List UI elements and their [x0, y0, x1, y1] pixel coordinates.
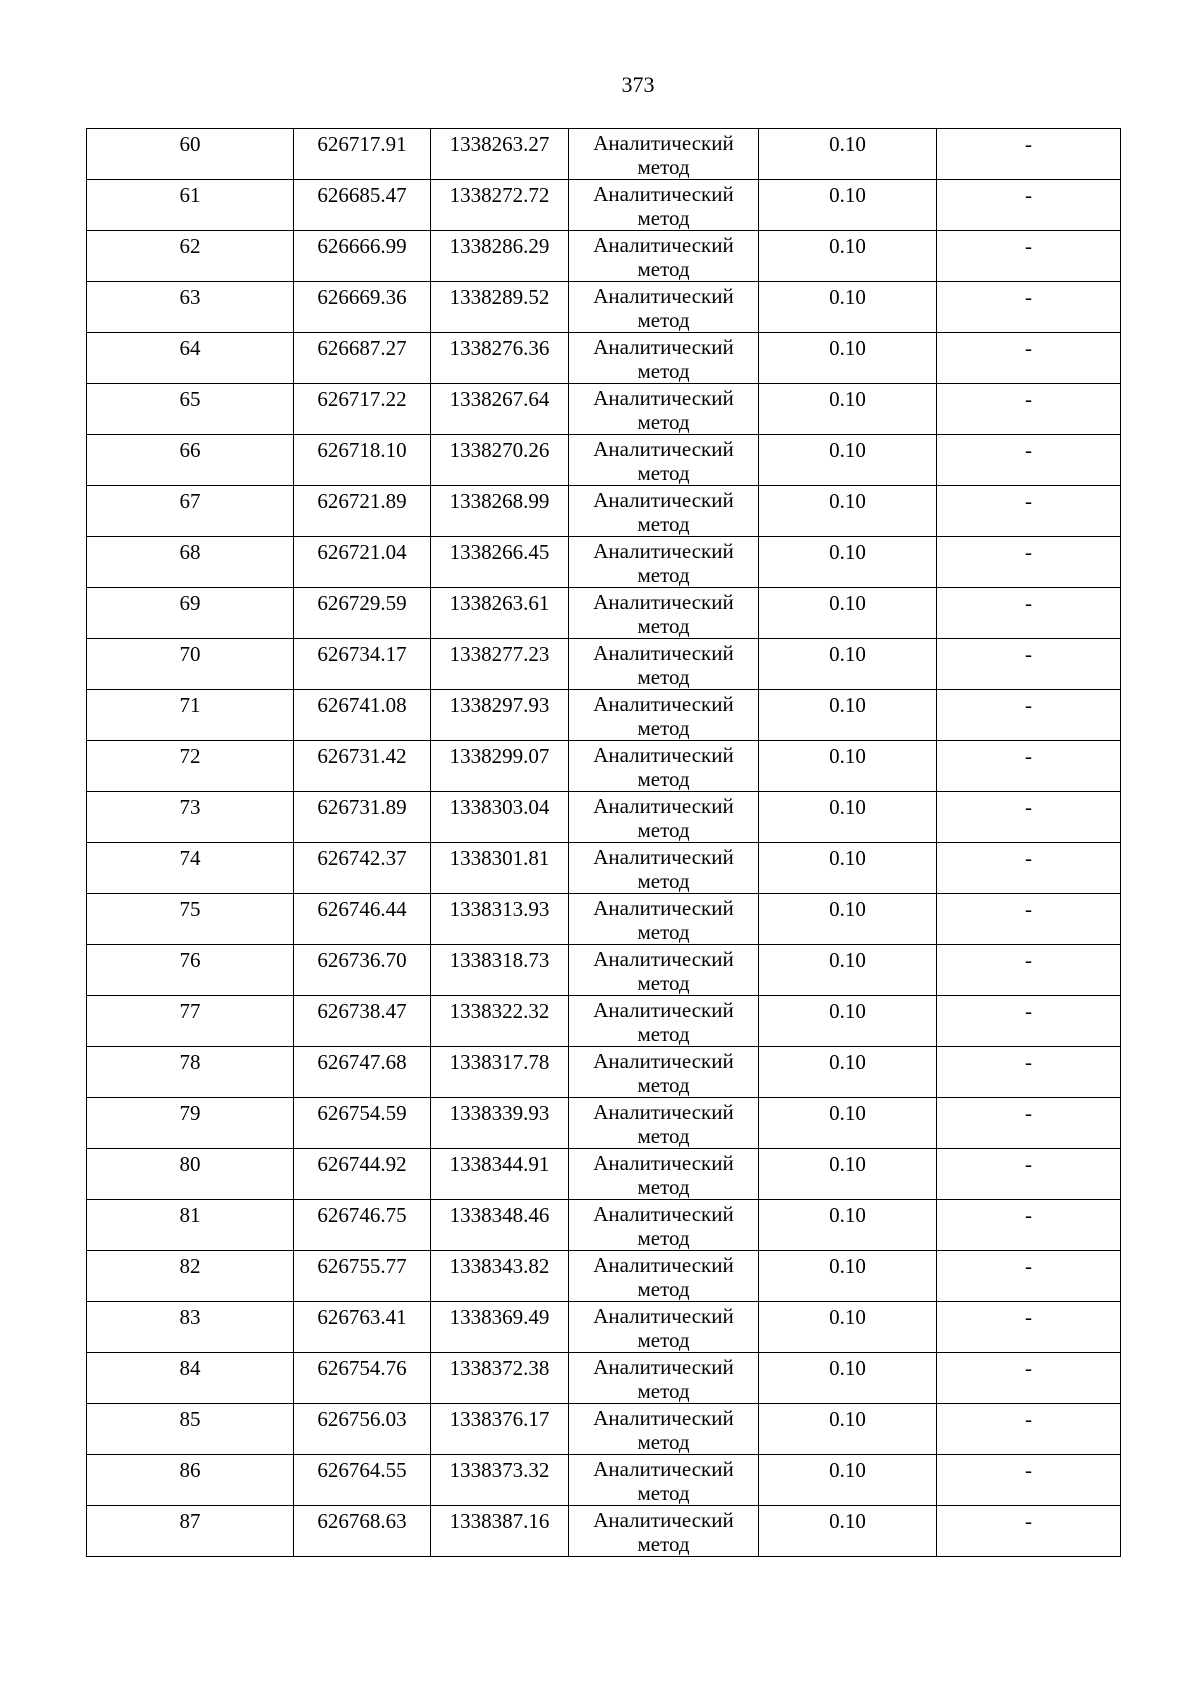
- table-row: [87, 486, 1121, 537]
- point-number-cell: 64: [87, 333, 294, 384]
- accuracy-cell: 0.10: [759, 945, 937, 996]
- x-coordinate-cell: 626734.17: [294, 639, 431, 690]
- x-coordinate-cell: 626731.89: [294, 792, 431, 843]
- y-coordinate-cell: 1338313.93: [431, 894, 569, 945]
- table-row: [87, 588, 1121, 639]
- x-coordinate-cell: 626721.04: [294, 537, 431, 588]
- method-cell: [569, 1047, 759, 1098]
- y-coordinate-cell: 1338272.72: [431, 180, 569, 231]
- x-coordinate-cell: 626687.27: [294, 333, 431, 384]
- x-coordinate-cell: 626729.59: [294, 588, 431, 639]
- x-coordinate-cell: 626731.42: [294, 741, 431, 792]
- y-coordinate-cell: 1338276.36: [431, 333, 569, 384]
- y-coordinate-cell: 1338369.49: [431, 1302, 569, 1353]
- x-coordinate-cell: 626755.77: [294, 1251, 431, 1302]
- method-cell: [569, 129, 759, 180]
- point-number-cell: 65: [87, 384, 294, 435]
- method-line2: метод: [637, 308, 690, 332]
- method-line1: Аналитический: [593, 1100, 734, 1124]
- point-number-cell: 85: [87, 1404, 294, 1455]
- accuracy-cell: 0.10: [759, 1149, 937, 1200]
- method-line1: Аналитический: [593, 335, 734, 359]
- note-cell: -: [937, 1353, 1121, 1404]
- page-number: 373: [621, 72, 655, 97]
- method-line2: метод: [637, 155, 690, 179]
- method-line1: Аналитический: [593, 233, 734, 257]
- x-coordinate-cell: 626669.36: [294, 282, 431, 333]
- method-line1: Аналитический: [593, 590, 734, 614]
- method-line1: Аналитический: [593, 641, 734, 665]
- method-cell: [569, 588, 759, 639]
- method-cell: [569, 384, 759, 435]
- accuracy-cell: 0.10: [759, 843, 937, 894]
- table-row: [87, 1149, 1121, 1200]
- point-number-cell: 79: [87, 1098, 294, 1149]
- method-line2: метод: [637, 971, 690, 995]
- method-cell: [569, 690, 759, 741]
- method-line1: Аналитический: [593, 386, 734, 410]
- x-coordinate-cell: 626763.41: [294, 1302, 431, 1353]
- y-coordinate-cell: 1338297.93: [431, 690, 569, 741]
- x-coordinate-cell: 626764.55: [294, 1455, 431, 1506]
- y-coordinate-cell: 1338373.32: [431, 1455, 569, 1506]
- method-line2: метод: [637, 563, 690, 587]
- note-cell: -: [937, 639, 1121, 690]
- method-cell: [569, 282, 759, 333]
- table-row: [87, 333, 1121, 384]
- table-row: [87, 1353, 1121, 1404]
- point-number-cell: 72: [87, 741, 294, 792]
- table-row: [87, 282, 1121, 333]
- table-row: [87, 741, 1121, 792]
- table-row: [87, 1200, 1121, 1251]
- x-coordinate-cell: 626666.99: [294, 231, 431, 282]
- method-cell: [569, 1353, 759, 1404]
- accuracy-cell: 0.10: [759, 282, 937, 333]
- note-cell: -: [937, 1506, 1121, 1557]
- method-line2: метод: [637, 665, 690, 689]
- method-line2: метод: [637, 1124, 690, 1148]
- method-line2: метод: [637, 1073, 690, 1097]
- method-line1: Аналитический: [593, 845, 734, 869]
- method-cell: [569, 537, 759, 588]
- method-line2: метод: [637, 1379, 690, 1403]
- x-coordinate-cell: 626741.08: [294, 690, 431, 741]
- accuracy-cell: 0.10: [759, 1506, 937, 1557]
- x-coordinate-cell: 626685.47: [294, 180, 431, 231]
- method-line1: Аналитический: [593, 794, 734, 818]
- table-row: [87, 690, 1121, 741]
- accuracy-cell: 0.10: [759, 1251, 937, 1302]
- method-line2: метод: [637, 410, 690, 434]
- note-cell: -: [937, 1455, 1121, 1506]
- method-cell: [569, 1506, 759, 1557]
- point-number-cell: 73: [87, 792, 294, 843]
- point-number-cell: 61: [87, 180, 294, 231]
- method-cell: [569, 792, 759, 843]
- x-coordinate-cell: 626754.59: [294, 1098, 431, 1149]
- x-coordinate-cell: 626717.91: [294, 129, 431, 180]
- accuracy-cell: 0.10: [759, 1200, 937, 1251]
- y-coordinate-cell: 1338277.23: [431, 639, 569, 690]
- method-cell: [569, 1149, 759, 1200]
- y-coordinate-cell: 1338266.45: [431, 537, 569, 588]
- method-cell: [569, 945, 759, 996]
- accuracy-cell: 0.10: [759, 996, 937, 1047]
- accuracy-cell: 0.10: [759, 1404, 937, 1455]
- y-coordinate-cell: 1338317.78: [431, 1047, 569, 1098]
- x-coordinate-cell: 626768.63: [294, 1506, 431, 1557]
- note-cell: -: [937, 843, 1121, 894]
- y-coordinate-cell: 1338348.46: [431, 1200, 569, 1251]
- note-cell: -: [937, 180, 1121, 231]
- method-cell: [569, 1455, 759, 1506]
- y-coordinate-cell: 1338372.38: [431, 1353, 569, 1404]
- accuracy-cell: 0.10: [759, 588, 937, 639]
- y-coordinate-cell: 1338322.32: [431, 996, 569, 1047]
- method-line2: метод: [637, 818, 690, 842]
- method-line1: Аналитический: [593, 182, 734, 206]
- method-line2: метод: [637, 1430, 690, 1454]
- accuracy-cell: 0.10: [759, 333, 937, 384]
- point-number-cell: 80: [87, 1149, 294, 1200]
- note-cell: -: [937, 129, 1121, 180]
- point-number-cell: 69: [87, 588, 294, 639]
- method-cell: [569, 1200, 759, 1251]
- point-number-cell: 62: [87, 231, 294, 282]
- method-cell: [569, 843, 759, 894]
- method-cell: [569, 1404, 759, 1455]
- y-coordinate-cell: 1338270.26: [431, 435, 569, 486]
- table-row: [87, 1047, 1121, 1098]
- table-row: [87, 129, 1121, 180]
- accuracy-cell: 0.10: [759, 792, 937, 843]
- method-line1: Аналитический: [593, 1253, 734, 1277]
- point-number-cell: 87: [87, 1506, 294, 1557]
- accuracy-cell: 0.10: [759, 1455, 937, 1506]
- point-number-cell: 76: [87, 945, 294, 996]
- method-line1: Аналитический: [593, 437, 734, 461]
- table-row: [87, 792, 1121, 843]
- y-coordinate-cell: 1338303.04: [431, 792, 569, 843]
- point-number-cell: 75: [87, 894, 294, 945]
- method-line1: Аналитический: [593, 131, 734, 155]
- method-line1: Аналитический: [593, 1049, 734, 1073]
- method-cell: [569, 333, 759, 384]
- y-coordinate-cell: 1338263.61: [431, 588, 569, 639]
- point-number-cell: 82: [87, 1251, 294, 1302]
- note-cell: -: [937, 486, 1121, 537]
- method-line2: метод: [637, 1481, 690, 1505]
- note-cell: -: [937, 1302, 1121, 1353]
- table-row: [87, 435, 1121, 486]
- table-row: [87, 231, 1121, 282]
- accuracy-cell: 0.10: [759, 435, 937, 486]
- y-coordinate-cell: 1338299.07: [431, 741, 569, 792]
- method-cell: [569, 1098, 759, 1149]
- x-coordinate-cell: 626718.10: [294, 435, 431, 486]
- method-line1: Аналитический: [593, 692, 734, 716]
- point-number-cell: 74: [87, 843, 294, 894]
- method-line2: метод: [637, 359, 690, 383]
- method-line1: Аналитический: [593, 1355, 734, 1379]
- x-coordinate-cell: 626746.44: [294, 894, 431, 945]
- accuracy-cell: 0.10: [759, 1353, 937, 1404]
- method-line1: Аналитический: [593, 896, 734, 920]
- method-line1: Аналитический: [593, 284, 734, 308]
- y-coordinate-cell: 1338387.16: [431, 1506, 569, 1557]
- x-coordinate-cell: 626721.89: [294, 486, 431, 537]
- table-row: [87, 1302, 1121, 1353]
- method-cell: [569, 996, 759, 1047]
- method-cell: [569, 1302, 759, 1353]
- method-line1: Аналитический: [593, 488, 734, 512]
- method-line2: метод: [637, 1226, 690, 1250]
- x-coordinate-cell: 626747.68: [294, 1047, 431, 1098]
- y-coordinate-cell: 1338263.27: [431, 129, 569, 180]
- note-cell: -: [937, 690, 1121, 741]
- x-coordinate-cell: 626744.92: [294, 1149, 431, 1200]
- y-coordinate-cell: 1338339.93: [431, 1098, 569, 1149]
- y-coordinate-cell: 1338267.64: [431, 384, 569, 435]
- note-cell: -: [937, 894, 1121, 945]
- table-row: [87, 639, 1121, 690]
- accuracy-cell: 0.10: [759, 1047, 937, 1098]
- point-number-cell: 60: [87, 129, 294, 180]
- note-cell: -: [937, 945, 1121, 996]
- accuracy-cell: 0.10: [759, 741, 937, 792]
- method-cell: [569, 486, 759, 537]
- note-cell: -: [937, 1047, 1121, 1098]
- x-coordinate-cell: 626754.76: [294, 1353, 431, 1404]
- note-cell: -: [937, 588, 1121, 639]
- method-line1: Аналитический: [593, 1151, 734, 1175]
- method-line2: метод: [637, 1175, 690, 1199]
- accuracy-cell: 0.10: [759, 894, 937, 945]
- y-coordinate-cell: 1338344.91: [431, 1149, 569, 1200]
- point-number-cell: 83: [87, 1302, 294, 1353]
- note-cell: -: [937, 741, 1121, 792]
- y-coordinate-cell: 1338268.99: [431, 486, 569, 537]
- table-row: [87, 1455, 1121, 1506]
- point-number-cell: 63: [87, 282, 294, 333]
- x-coordinate-cell: 626756.03: [294, 1404, 431, 1455]
- accuracy-cell: 0.10: [759, 1302, 937, 1353]
- note-cell: -: [937, 282, 1121, 333]
- accuracy-cell: 0.10: [759, 384, 937, 435]
- table-row: [87, 1098, 1121, 1149]
- method-line1: Аналитический: [593, 998, 734, 1022]
- note-cell: -: [937, 996, 1121, 1047]
- y-coordinate-cell: 1338318.73: [431, 945, 569, 996]
- note-cell: -: [937, 384, 1121, 435]
- method-line2: метод: [637, 716, 690, 740]
- table-row: [87, 843, 1121, 894]
- method-line2: метод: [637, 257, 690, 281]
- accuracy-cell: 0.10: [759, 1098, 937, 1149]
- method-line2: метод: [637, 1022, 690, 1046]
- y-coordinate-cell: 1338376.17: [431, 1404, 569, 1455]
- method-line1: Аналитический: [593, 1304, 734, 1328]
- y-coordinate-cell: 1338343.82: [431, 1251, 569, 1302]
- method-cell: [569, 180, 759, 231]
- point-number-cell: 84: [87, 1353, 294, 1404]
- x-coordinate-cell: 626746.75: [294, 1200, 431, 1251]
- method-line2: метод: [637, 614, 690, 638]
- method-line1: Аналитический: [593, 539, 734, 563]
- point-number-cell: 77: [87, 996, 294, 1047]
- method-line2: метод: [637, 206, 690, 230]
- point-number-cell: 67: [87, 486, 294, 537]
- table-row: [87, 1506, 1121, 1557]
- y-coordinate-cell: 1338286.29: [431, 231, 569, 282]
- method-line1: Аналитический: [593, 947, 734, 971]
- y-coordinate-cell: 1338289.52: [431, 282, 569, 333]
- point-number-cell: 78: [87, 1047, 294, 1098]
- accuracy-cell: 0.10: [759, 537, 937, 588]
- y-coordinate-cell: 1338301.81: [431, 843, 569, 894]
- x-coordinate-cell: 626738.47: [294, 996, 431, 1047]
- table-row: [87, 894, 1121, 945]
- note-cell: -: [937, 333, 1121, 384]
- method-cell: [569, 231, 759, 282]
- table-row: [87, 1404, 1121, 1455]
- method-line2: метод: [637, 869, 690, 893]
- method-line1: Аналитический: [593, 743, 734, 767]
- accuracy-cell: 0.10: [759, 180, 937, 231]
- method-line2: метод: [637, 1277, 690, 1301]
- method-line1: Аналитический: [593, 1508, 734, 1532]
- table-row: [87, 996, 1121, 1047]
- coordinates-table-body: [87, 129, 1121, 1557]
- note-cell: -: [937, 1251, 1121, 1302]
- method-line1: Аналитический: [593, 1457, 734, 1481]
- method-line2: метод: [637, 512, 690, 536]
- method-cell: [569, 741, 759, 792]
- table-row: [87, 384, 1121, 435]
- note-cell: -: [937, 537, 1121, 588]
- note-cell: -: [937, 1404, 1121, 1455]
- method-line2: метод: [637, 767, 690, 791]
- method-line2: метод: [637, 461, 690, 485]
- coordinates-table: [86, 128, 1121, 1557]
- accuracy-cell: 0.10: [759, 639, 937, 690]
- table-row: [87, 1251, 1121, 1302]
- accuracy-cell: 0.10: [759, 129, 937, 180]
- point-number-cell: 81: [87, 1200, 294, 1251]
- accuracy-cell: 0.10: [759, 486, 937, 537]
- accuracy-cell: 0.10: [759, 231, 937, 282]
- table-row: [87, 180, 1121, 231]
- point-number-cell: 66: [87, 435, 294, 486]
- note-cell: -: [937, 231, 1121, 282]
- note-cell: -: [937, 1200, 1121, 1251]
- point-number-cell: 86: [87, 1455, 294, 1506]
- table-row: [87, 537, 1121, 588]
- method-line2: метод: [637, 1328, 690, 1352]
- accuracy-cell: 0.10: [759, 690, 937, 741]
- method-line1: Аналитический: [593, 1406, 734, 1430]
- method-cell: [569, 1251, 759, 1302]
- method-cell: [569, 435, 759, 486]
- method-line1: Аналитический: [593, 1202, 734, 1226]
- note-cell: -: [937, 435, 1121, 486]
- point-number-cell: 71: [87, 690, 294, 741]
- x-coordinate-cell: 626717.22: [294, 384, 431, 435]
- x-coordinate-cell: 626736.70: [294, 945, 431, 996]
- note-cell: -: [937, 1149, 1121, 1200]
- x-coordinate-cell: 626742.37: [294, 843, 431, 894]
- point-number-cell: 68: [87, 537, 294, 588]
- method-line2: метод: [637, 920, 690, 944]
- note-cell: -: [937, 1098, 1121, 1149]
- point-number-cell: 70: [87, 639, 294, 690]
- method-cell: [569, 894, 759, 945]
- method-line2: метод: [637, 1532, 690, 1556]
- method-cell: [569, 639, 759, 690]
- table-row: [87, 945, 1121, 996]
- note-cell: -: [937, 792, 1121, 843]
